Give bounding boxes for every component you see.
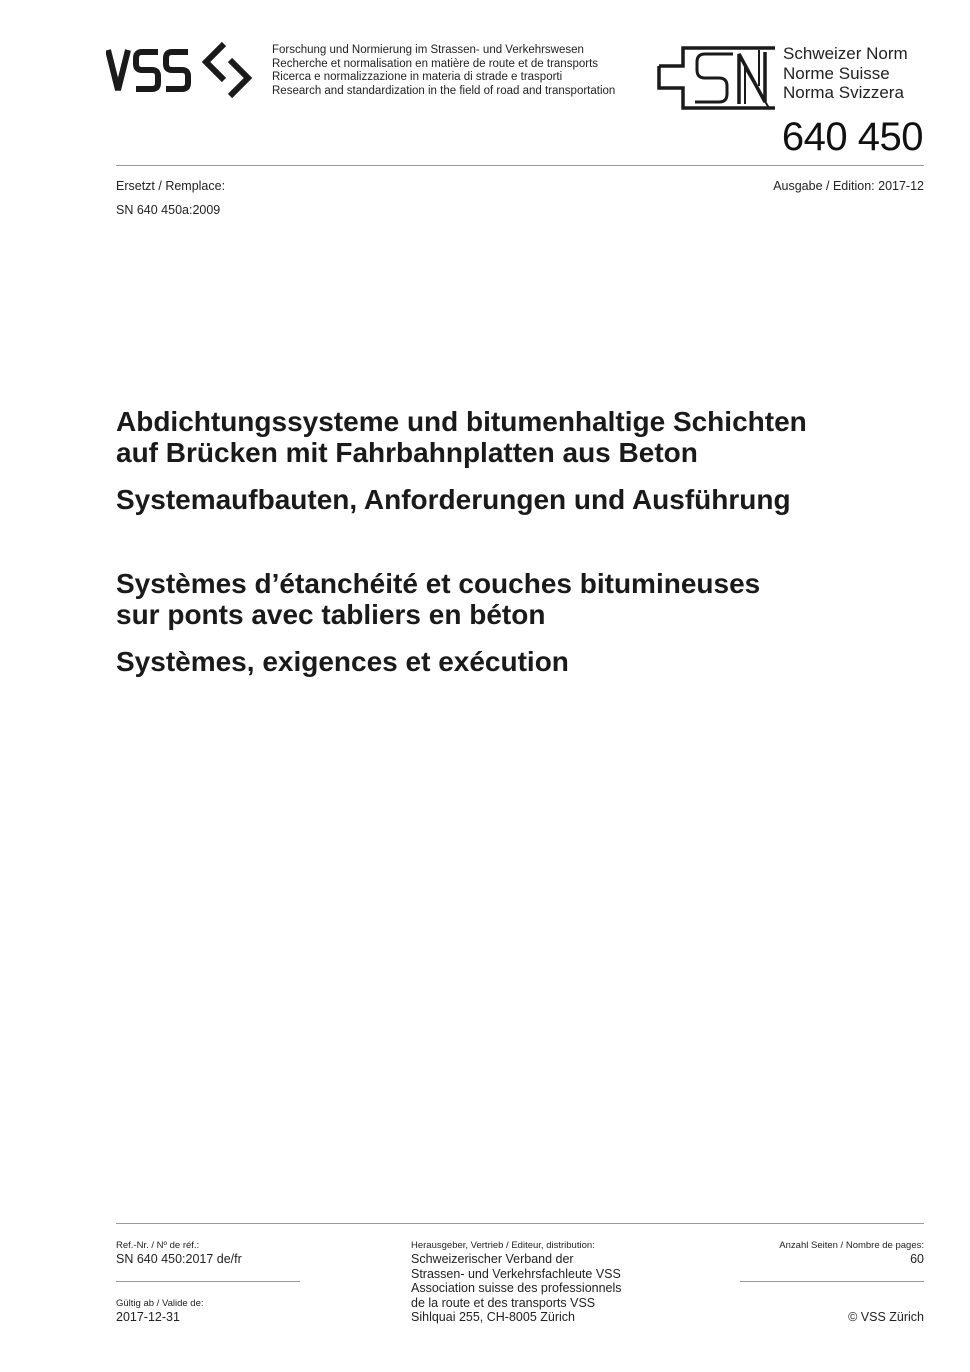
title-block-de xyxy=(116,406,916,515)
publisher-label: Herausgeber, Vertrieb / Editeur, distribution: xyxy=(411,1240,595,1251)
vss-logo xyxy=(106,40,266,100)
tagline-fr: Recherche et normalisation en matière de route et de transports xyxy=(272,57,599,70)
title-de-line-2: auf Brücken mit Fahrbahnplatten aus Beton xyxy=(116,437,698,468)
pages-value: 60 xyxy=(910,1252,924,1266)
document-titles xyxy=(116,406,916,677)
tagline-en: Research and standardization in the field of road and transportation xyxy=(272,84,616,97)
title-de-line-1: Abdichtungssysteme und bitumenhaltige Schichten xyxy=(116,406,807,437)
publisher-line: Strassen- und Verkehrsfachleute VSS xyxy=(411,1266,621,1281)
tagline-de: Forschung und Normierung im Strassen- und Verkehrswesen xyxy=(272,44,584,56)
replaces-label: Ersetzt / Remplace: xyxy=(116,179,226,193)
ref-label: Ref.-Nr. / Nº de réf.: xyxy=(116,1240,200,1251)
publisher-address xyxy=(411,1252,622,1325)
replaces-value: SN 640 450a:2009 xyxy=(116,203,221,217)
norm-name-de: Schweizer Norm xyxy=(783,44,908,63)
subtitle-de: Systemaufbauten, Anforderungen und Ausführung xyxy=(116,484,791,515)
ref-divider xyxy=(116,1281,300,1282)
pages-divider xyxy=(740,1281,924,1282)
title-fr-line-2: sur ponts avec tabliers en béton xyxy=(116,599,546,630)
valid-value: 2017-12-31 xyxy=(116,1310,180,1324)
organization-tagline xyxy=(272,44,615,98)
valid-label: Gültig ab / Valide de: xyxy=(116,1298,204,1309)
title-fr xyxy=(116,568,916,630)
swiss-norm-logo xyxy=(657,44,787,112)
publisher-line: Sihlquai 255, CH-8005 Zürich xyxy=(411,1310,575,1324)
norm-name-fr: Norme Suisse xyxy=(783,63,890,83)
norm-name-it: Norma Svizzera xyxy=(783,83,904,102)
title-fr-line-1: Systèmes d’étanchéité et couches bitumineuses xyxy=(116,568,761,599)
header-divider xyxy=(116,165,924,166)
copyright: © VSS Zürich xyxy=(848,1310,924,1324)
tagline-it: Ricerca e normalizzazione in materia di strade e trasporti xyxy=(272,71,563,84)
publisher-line: Association suisse des professionnels xyxy=(411,1281,622,1295)
pages-label: Anzahl Seiten / Nombre de pages: xyxy=(779,1240,924,1251)
publisher-line: Schweizerischer Verband der xyxy=(411,1252,574,1266)
publisher-line: de la route et des transports VSS xyxy=(411,1295,596,1310)
edition-date: Ausgabe / Edition: 2017-12 xyxy=(773,179,924,193)
norm-number: 640 450 xyxy=(781,115,923,159)
title-block-fr xyxy=(116,568,916,677)
ref-value: SN 640 450:2017 de/fr xyxy=(116,1252,242,1266)
subtitle-fr: Systèmes, exigences et exécution xyxy=(116,646,569,677)
title-de xyxy=(116,406,916,468)
norm-names xyxy=(783,44,908,103)
footer-divider xyxy=(116,1223,924,1224)
